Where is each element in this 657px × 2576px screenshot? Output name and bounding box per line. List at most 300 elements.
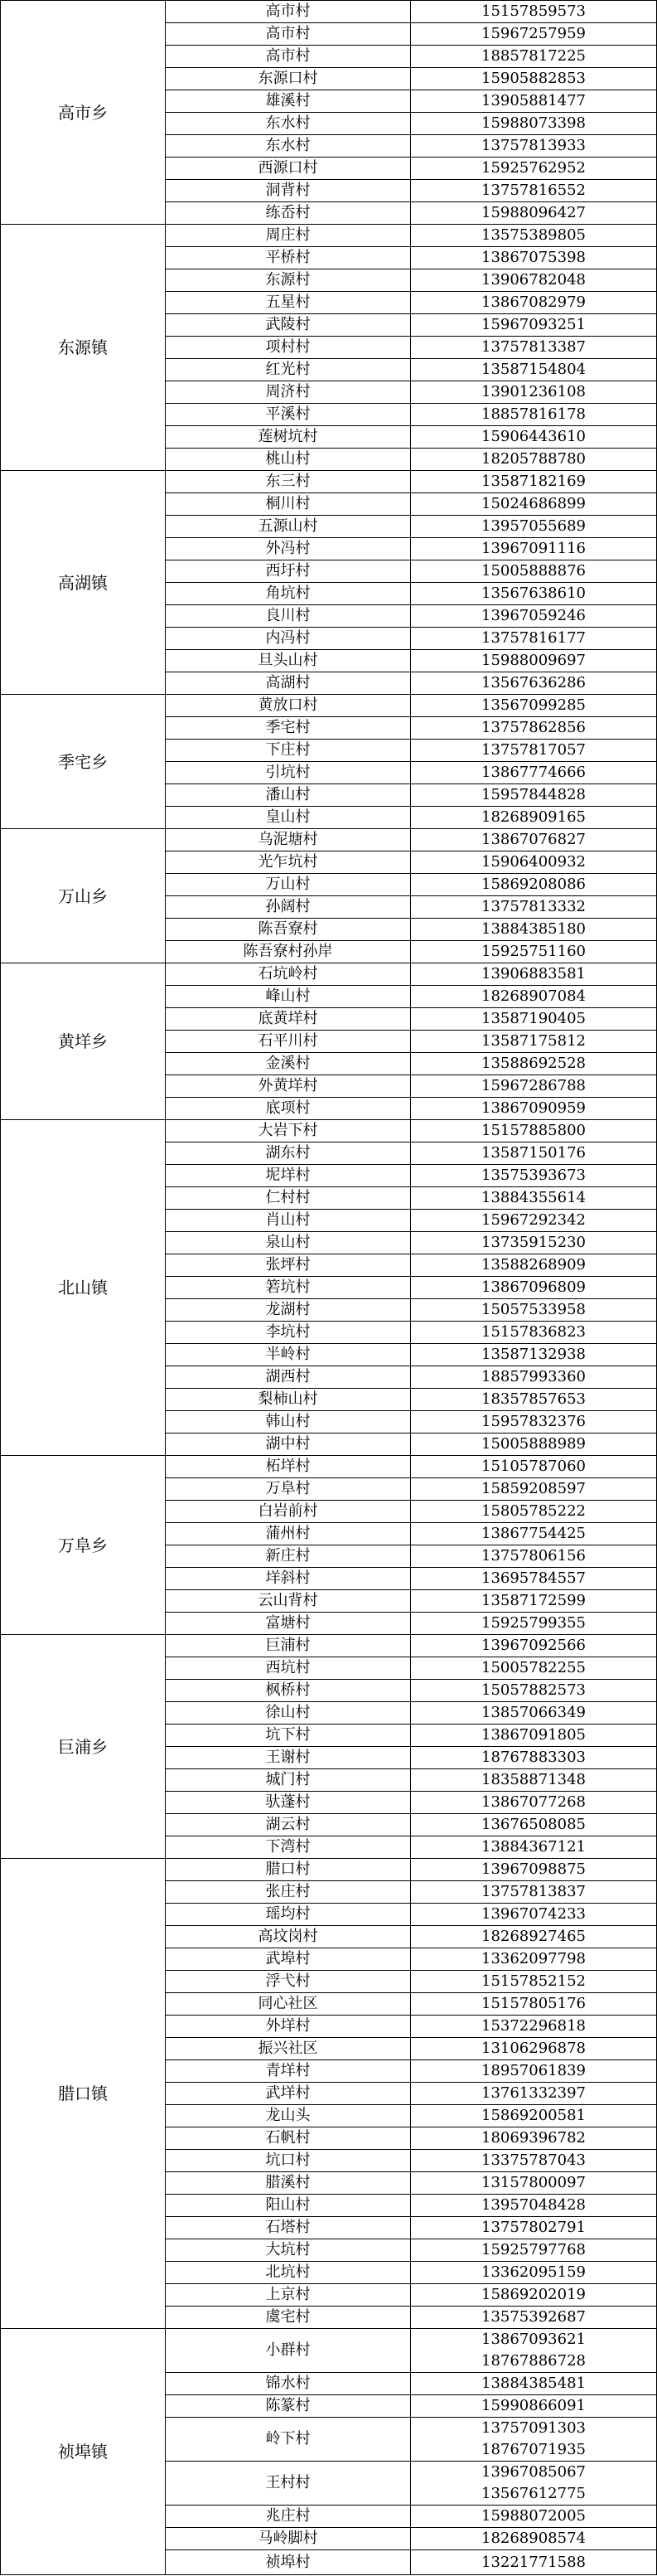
table-row xyxy=(1,1859,657,1881)
village-name-cell: 城门村 xyxy=(166,1769,411,1792)
village-name-cell: 垟斜村 xyxy=(166,1568,411,1590)
village-name-cell: 石平川村 xyxy=(166,1031,411,1053)
village-name-cell: 王村村 xyxy=(166,2462,411,2506)
village-name-cell: 西圩村 xyxy=(166,560,411,583)
village-name-cell: 底黄垟村 xyxy=(166,1008,411,1031)
phone-number: 18767071935 xyxy=(481,2441,586,2458)
phone-cell xyxy=(411,2150,657,2172)
phone-cell xyxy=(411,225,657,247)
phone-cell xyxy=(411,23,657,46)
town-name-cell: 腊口镇 xyxy=(1,1859,166,2329)
village-name-cell: 桃山村 xyxy=(166,449,411,471)
phone-number: 18268909165 xyxy=(481,808,586,826)
village-name-cell: 泉山村 xyxy=(166,1232,411,1254)
phone-cell xyxy=(411,2016,657,2038)
phone-number: 15005888876 xyxy=(481,562,586,580)
village-name-cell: 浮弋村 xyxy=(166,1971,411,1993)
phone-cell xyxy=(411,158,657,180)
village-name-cell: 武埠村 xyxy=(166,1948,411,1971)
phone-cell xyxy=(411,1680,657,1702)
phone-number: 13567099285 xyxy=(481,696,586,714)
phone-number: 18268907084 xyxy=(481,987,586,1005)
phone-cell xyxy=(411,1031,657,1053)
phone-number: 13757813332 xyxy=(481,898,586,915)
phone-cell xyxy=(411,1590,657,1613)
village-name-cell: 青垟村 xyxy=(166,2060,411,2083)
phone-number: 13867077268 xyxy=(481,1793,586,1811)
village-name-cell: 高市村 xyxy=(166,46,411,68)
phone-number: 13884385180 xyxy=(481,920,586,938)
phone-number: 13857066349 xyxy=(481,1704,586,1721)
phone-cell xyxy=(411,1747,657,1769)
phone-cell xyxy=(411,896,657,919)
phone-cell xyxy=(411,1165,657,1187)
village-name-cell: 石坑岭村 xyxy=(166,963,411,986)
phone-number: 13757091303 xyxy=(481,2419,586,2437)
phone-number: 13884355614 xyxy=(481,1189,586,1206)
phone-number: 13867093621 xyxy=(481,2331,586,2348)
phone-number: 15057882573 xyxy=(481,1681,586,1699)
village-name-cell: 底项村 xyxy=(166,1098,411,1120)
village-name-cell: 外垟村 xyxy=(166,2016,411,2038)
town-name-cell: 东源镇 xyxy=(1,225,166,471)
phone-cell xyxy=(411,538,657,560)
phone-cell xyxy=(411,471,657,493)
village-name-cell: 五星村 xyxy=(166,292,411,314)
village-name-cell: 西源口村 xyxy=(166,158,411,180)
phone-cell xyxy=(411,919,657,941)
phone-cell xyxy=(411,2550,657,2575)
phone-number: 13575392687 xyxy=(481,2308,586,2326)
phone-number: 13867082979 xyxy=(481,293,586,311)
phone-number: 13906782048 xyxy=(481,271,586,289)
phone-number: 13957055689 xyxy=(481,517,586,535)
village-name-cell: 驮蓬村 xyxy=(166,1792,411,1814)
phone-cell xyxy=(411,2038,657,2060)
phone-cell xyxy=(411,1120,657,1142)
phone-cell xyxy=(411,2506,657,2528)
phone-cell xyxy=(411,1971,657,1993)
phone-number: 18205788780 xyxy=(481,450,586,468)
village-name-cell: 洞背村 xyxy=(166,180,411,202)
village-name-cell: 角坑村 xyxy=(166,583,411,605)
village-name-cell: 内冯村 xyxy=(166,628,411,650)
table-row xyxy=(1,471,657,493)
phone-number: 13587182169 xyxy=(481,473,586,490)
phone-number: 13957048428 xyxy=(481,2196,586,2214)
phone-cell xyxy=(411,1613,657,1635)
phone-cell xyxy=(411,2195,657,2217)
phone-number: 13757806156 xyxy=(481,1547,586,1565)
village-name-cell: 项村村 xyxy=(166,337,411,359)
village-name-cell: 高市村 xyxy=(166,1,411,23)
village-name-cell: 新庄村 xyxy=(166,1545,411,1568)
phone-number: 13905881477 xyxy=(481,92,586,109)
phone-cell xyxy=(411,1859,657,1881)
village-name-cell: 东源村 xyxy=(166,269,411,292)
village-name-cell: 乌泥塘村 xyxy=(166,829,411,851)
village-name-cell: 陈篆村 xyxy=(166,2395,411,2418)
phone-cell xyxy=(411,2127,657,2150)
village-name-cell: 王谢村 xyxy=(166,1747,411,1769)
table-row xyxy=(1,225,657,247)
village-name-cell: 阳山村 xyxy=(166,2195,411,2217)
phone-cell xyxy=(411,113,657,135)
phone-number: 13735915230 xyxy=(481,1234,586,1251)
phone-cell xyxy=(411,180,657,202)
phone-cell xyxy=(411,1501,657,1523)
village-name-cell: 柘垟村 xyxy=(166,1456,411,1478)
village-name-cell: 高市村 xyxy=(166,23,411,46)
phone-cell xyxy=(411,1434,657,1456)
phone-number: 18069396782 xyxy=(481,2129,586,2147)
phone-cell xyxy=(411,1881,657,1904)
village-name-cell: 肖山村 xyxy=(166,1210,411,1232)
town-name-cell: 万阜乡 xyxy=(1,1456,166,1635)
phone-number: 13967074233 xyxy=(481,1905,586,1923)
phone-number: 13967085067 xyxy=(481,2463,586,2481)
village-name-cell: 岭下村 xyxy=(166,2418,411,2462)
village-name-cell: 张坪村 xyxy=(166,1254,411,1277)
phone-cell xyxy=(411,1657,657,1680)
phone-number: 13221771588 xyxy=(481,2553,586,2571)
phone-cell xyxy=(411,1053,657,1075)
phone-cell xyxy=(411,2329,657,2373)
phone-number: 18767883303 xyxy=(481,1749,586,1766)
phone-cell xyxy=(411,2105,657,2127)
phone-cell xyxy=(411,1456,657,1478)
village-name-cell: 湖东村 xyxy=(166,1142,411,1165)
phone-number: 13901236108 xyxy=(481,383,586,400)
phone-number: 15869200581 xyxy=(481,2107,586,2124)
phone-cell xyxy=(411,2462,657,2506)
phone-number: 13587154804 xyxy=(481,361,586,378)
phone-cell xyxy=(411,1075,657,1098)
phone-number: 18357857653 xyxy=(481,1390,586,1408)
phone-cell xyxy=(411,314,657,337)
phone-number: 13967092566 xyxy=(481,1637,586,1654)
phone-cell xyxy=(411,1725,657,1747)
phone-cell xyxy=(411,1568,657,1590)
phone-number: 15157885800 xyxy=(481,1122,586,1139)
phone-cell xyxy=(411,247,657,269)
table-row xyxy=(1,695,657,717)
phone-cell xyxy=(411,2239,657,2262)
table-row xyxy=(1,1,657,23)
village-name-cell: 龙湖村 xyxy=(166,1299,411,1322)
phone-number: 15905882853 xyxy=(481,70,586,87)
phone-cell xyxy=(411,1993,657,2016)
phone-number: 13967059246 xyxy=(481,607,586,624)
phone-cell xyxy=(411,1,657,23)
table-row xyxy=(1,963,657,986)
phone-number: 13676508085 xyxy=(481,1816,586,1833)
phone-cell xyxy=(411,381,657,404)
village-name-cell: 东水村 xyxy=(166,135,411,158)
phone-cell xyxy=(411,1635,657,1657)
phone-cell xyxy=(411,1187,657,1210)
phone-cell xyxy=(411,605,657,628)
phone-number: 13757816177 xyxy=(481,629,586,647)
village-name-cell: 蒲州村 xyxy=(166,1523,411,1545)
phone-number: 13757862856 xyxy=(481,719,586,736)
phone-number: 13587172599 xyxy=(481,1592,586,1609)
phone-number: 15988072005 xyxy=(481,2507,586,2525)
village-name-cell: 湖中村 xyxy=(166,1434,411,1456)
phone-number: 13757817057 xyxy=(481,741,586,759)
phone-number: 15967286788 xyxy=(481,1077,586,1094)
village-name-cell: 皇山村 xyxy=(166,807,411,829)
phone-cell xyxy=(411,1142,657,1165)
phone-cell xyxy=(411,1411,657,1434)
village-name-cell: 桐川村 xyxy=(166,493,411,516)
phone-number: 15869208086 xyxy=(481,876,586,893)
village-name-cell: 下湾村 xyxy=(166,1836,411,1859)
village-name-cell: 引坑村 xyxy=(166,762,411,784)
table-row xyxy=(1,1120,657,1142)
table-row xyxy=(1,829,657,851)
phone-number: 13575393673 xyxy=(481,1167,586,1184)
village-name-cell: 马岭脚村 xyxy=(166,2528,411,2550)
village-name-cell: 腊口村 xyxy=(166,1859,411,1881)
phone-cell xyxy=(411,449,657,471)
phone-number: 15005888989 xyxy=(481,1435,586,1453)
village-name-cell: 高湖村 xyxy=(166,672,411,695)
phone-cell xyxy=(411,1478,657,1501)
village-name-cell: 万阜村 xyxy=(166,1478,411,1501)
phone-number: 18358871348 xyxy=(481,1771,586,1788)
phone-cell xyxy=(411,560,657,583)
phone-cell xyxy=(411,1948,657,1971)
phone-number: 13587175812 xyxy=(481,1032,586,1050)
phone-cell xyxy=(411,90,657,113)
phone-number: 15988073398 xyxy=(481,114,586,132)
village-name-cell: 平溪村 xyxy=(166,404,411,426)
phone-number: 13375787043 xyxy=(481,2152,586,2169)
village-name-cell: 黄放口村 xyxy=(166,695,411,717)
phone-number: 13587190405 xyxy=(481,1010,586,1027)
phone-cell xyxy=(411,2284,657,2307)
village-name-cell: 外冯村 xyxy=(166,538,411,560)
village-name-cell: 高坟岗村 xyxy=(166,1926,411,1948)
phone-number: 13575389805 xyxy=(481,226,586,244)
phone-number: 15024686899 xyxy=(481,495,586,512)
village-name-cell: 周济村 xyxy=(166,381,411,404)
phone-number: 13362097798 xyxy=(481,1950,586,1967)
village-name-cell: 武垟村 xyxy=(166,2083,411,2105)
table-row xyxy=(1,2329,657,2373)
village-name-cell: 兆庄村 xyxy=(166,2506,411,2528)
village-name-cell: 石塔村 xyxy=(166,2217,411,2239)
village-name-cell: 徐山村 xyxy=(166,1702,411,1725)
phone-number: 13588692528 xyxy=(481,1055,586,1072)
table-row xyxy=(1,1635,657,1657)
phone-cell xyxy=(411,1836,657,1859)
phone-number: 18857816178 xyxy=(481,405,586,423)
village-name-cell: 富塘村 xyxy=(166,1613,411,1635)
village-name-cell: 红光村 xyxy=(166,359,411,381)
phone-number: 13106296878 xyxy=(481,2040,586,2057)
phone-cell xyxy=(411,1210,657,1232)
village-name-cell: 雄溪村 xyxy=(166,90,411,113)
phone-number: 18857993360 xyxy=(481,1368,586,1385)
phone-number: 15957832376 xyxy=(481,1413,586,1430)
village-name-cell: 巨浦村 xyxy=(166,1635,411,1657)
phone-cell xyxy=(411,2060,657,2083)
phone-cell xyxy=(411,762,657,784)
phone-cell xyxy=(411,1344,657,1366)
phone-number: 13867076827 xyxy=(481,831,586,848)
village-name-cell: 金溪村 xyxy=(166,1053,411,1075)
phone-number: 15925762952 xyxy=(481,159,586,177)
village-name-cell: 平桥村 xyxy=(166,247,411,269)
phone-number: 13757813837 xyxy=(481,1883,586,1900)
phone-cell xyxy=(411,493,657,516)
village-name-cell: 振兴社区 xyxy=(166,2038,411,2060)
phone-number: 13967091116 xyxy=(481,540,586,557)
phone-cell xyxy=(411,851,657,874)
village-name-cell: 仁村村 xyxy=(166,1187,411,1210)
phone-cell xyxy=(411,2373,657,2395)
phone-number: 13761332397 xyxy=(481,2084,586,2102)
phone-number: 13757816552 xyxy=(481,182,586,199)
phone-cell xyxy=(411,1702,657,1725)
phone-cell xyxy=(411,1545,657,1568)
village-name-cell: 陈吾寮村孙岸 xyxy=(166,941,411,963)
town-name-cell: 巨浦乡 xyxy=(1,1635,166,1859)
phone-number: 15105787060 xyxy=(481,1458,586,1475)
phone-cell xyxy=(411,1366,657,1389)
town-name-cell: 黄垟乡 xyxy=(1,963,166,1120)
town-name-cell: 高湖镇 xyxy=(1,471,166,695)
phone-number: 15005782255 xyxy=(481,1659,586,1676)
village-name-cell: 潘山村 xyxy=(166,784,411,807)
phone-cell xyxy=(411,404,657,426)
village-name-cell: 湖云村 xyxy=(166,1814,411,1836)
phone-cell xyxy=(411,426,657,449)
phone-number: 13884385481 xyxy=(481,2375,586,2392)
phone-cell xyxy=(411,202,657,225)
village-name-cell: 同心社区 xyxy=(166,1993,411,2016)
village-name-cell: 张庄村 xyxy=(166,1881,411,1904)
village-name-cell: 东三村 xyxy=(166,471,411,493)
phone-number: 15859208597 xyxy=(481,1480,586,1497)
phone-cell xyxy=(411,135,657,158)
phone-cell xyxy=(411,1389,657,1411)
village-name-cell: 旦头山村 xyxy=(166,650,411,672)
village-name-cell: 练岙村 xyxy=(166,202,411,225)
phone-cell xyxy=(411,2262,657,2284)
village-name-cell: 白岩前村 xyxy=(166,1501,411,1523)
village-name-cell: 石帆村 xyxy=(166,2127,411,2150)
phone-number: 13588268909 xyxy=(481,1256,586,1273)
village-name-cell: 莲树坑村 xyxy=(166,426,411,449)
phone-number: 15967093251 xyxy=(481,316,586,333)
village-name-cell: 季宅村 xyxy=(166,717,411,740)
phone-number: 15906400932 xyxy=(481,853,586,871)
village-name-cell: 周庄村 xyxy=(166,225,411,247)
village-name-cell: 孙阔村 xyxy=(166,896,411,919)
village-name-cell: 大岩下村 xyxy=(166,1120,411,1142)
phone-number: 15925799355 xyxy=(481,1614,586,1632)
phone-cell xyxy=(411,516,657,538)
phone-number: 15157805176 xyxy=(481,1995,586,2012)
village-name-cell: 五源山村 xyxy=(166,516,411,538)
phone-number: 13362095159 xyxy=(481,2263,586,2281)
village-name-cell: 峰山村 xyxy=(166,986,411,1008)
village-name-cell: 东水村 xyxy=(166,113,411,135)
phone-cell xyxy=(411,963,657,986)
phone-number: 15157836823 xyxy=(481,1323,586,1341)
table-body xyxy=(1,1,657,2575)
phone-number: 13567612775 xyxy=(481,2485,586,2502)
phone-number: 15805785222 xyxy=(481,1502,586,1520)
village-name-cell: 上京村 xyxy=(166,2284,411,2307)
village-name-cell: 云山背村 xyxy=(166,1590,411,1613)
village-name-cell: 坑下村 xyxy=(166,1725,411,1747)
town-name-cell: 祯埠镇 xyxy=(1,2329,166,2575)
village-name-cell: 枫桥村 xyxy=(166,1680,411,1702)
phone-cell xyxy=(411,784,657,807)
phone-cell xyxy=(411,1792,657,1814)
phone-number: 15967292342 xyxy=(481,1211,586,1229)
phone-cell xyxy=(411,740,657,762)
phone-number: 15869202019 xyxy=(481,2286,586,2303)
town-name-cell: 高市乡 xyxy=(1,1,166,225)
village-name-cell: 半岭村 xyxy=(166,1344,411,1366)
phone-number: 15057533958 xyxy=(481,1301,586,1318)
phone-cell xyxy=(411,1814,657,1836)
phone-number: 15157859573 xyxy=(481,2,586,20)
phone-cell xyxy=(411,986,657,1008)
phone-cell xyxy=(411,292,657,314)
phone-number: 13967098875 xyxy=(481,1860,586,1878)
phone-cell xyxy=(411,46,657,68)
village-name-cell: 李坑村 xyxy=(166,1322,411,1344)
village-name-cell: 陈吾寮村 xyxy=(166,919,411,941)
phone-cell xyxy=(411,628,657,650)
phone-number: 18957061839 xyxy=(481,2062,586,2079)
phone-number: 15957844828 xyxy=(481,786,586,803)
phone-cell xyxy=(411,2307,657,2329)
phone-number: 15967257959 xyxy=(481,25,586,42)
village-name-cell: 西坑村 xyxy=(166,1657,411,1680)
phone-number: 15990866091 xyxy=(481,2397,586,2414)
phone-number: 15925751160 xyxy=(481,943,586,960)
phone-number: 18767886728 xyxy=(481,2352,586,2370)
phone-cell xyxy=(411,1769,657,1792)
phone-number: 18268927465 xyxy=(481,1928,586,1945)
phone-cell xyxy=(411,1277,657,1299)
phone-cell xyxy=(411,583,657,605)
phone-cell xyxy=(411,1232,657,1254)
phone-cell xyxy=(411,1926,657,1948)
village-name-cell: 箬坑村 xyxy=(166,1277,411,1299)
village-name-cell: 祯埠村 xyxy=(166,2550,411,2575)
phone-number: 18268908574 xyxy=(481,2530,586,2547)
phone-cell xyxy=(411,2217,657,2239)
phone-number: 13757813933 xyxy=(481,137,586,154)
town-name-cell: 万山乡 xyxy=(1,829,166,963)
table-row xyxy=(1,1456,657,1478)
phone-number: 13757802791 xyxy=(481,2219,586,2236)
phone-number: 15988096427 xyxy=(481,204,586,221)
village-name-cell: 韩山村 xyxy=(166,1411,411,1434)
village-name-cell: 梨柿山村 xyxy=(166,1389,411,1411)
phone-number: 15157852152 xyxy=(481,1972,586,1990)
phone-cell xyxy=(411,1322,657,1344)
phone-cell xyxy=(411,337,657,359)
